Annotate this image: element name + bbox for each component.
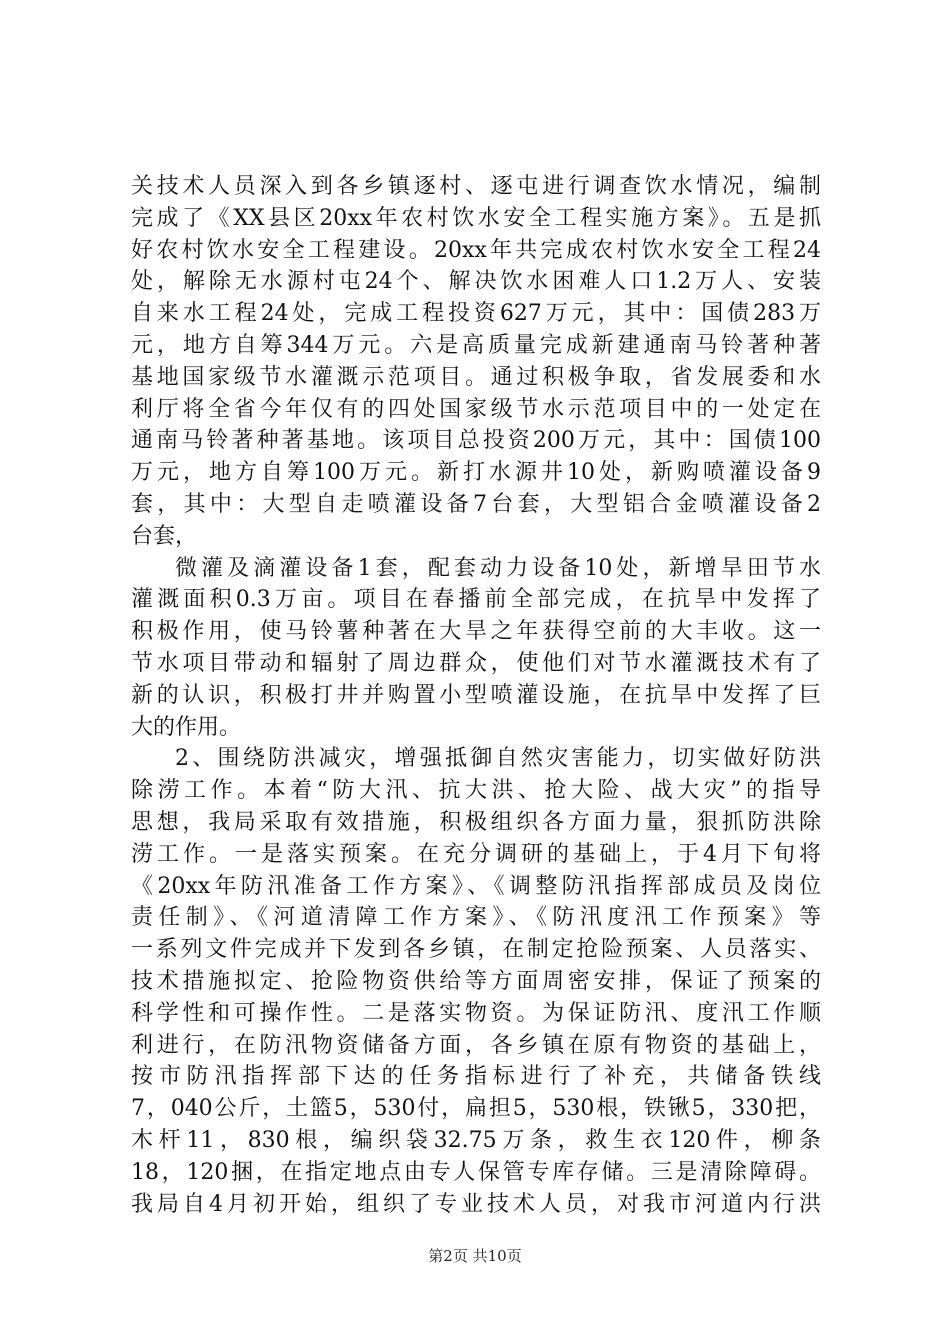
- paragraph-3: [131, 743, 821, 1220]
- text-line: 通南马铃著种著基地。该项目总投资200万元，其中：国债100: [131, 428, 821, 454]
- text-line: 大的作用。: [131, 714, 242, 740]
- text-line: 涝工作。一是落实预案。在充分调研的基础上，于4月下旬将: [131, 841, 821, 867]
- text-line: 套，其中：大型自走喷灌设备7台套，大型铝合金喷灌设备2: [131, 491, 821, 517]
- text-line: 科学性和可操作性。二是落实物资。为保证防汛、度汛工作顺: [131, 1000, 821, 1026]
- paragraph-1: [131, 171, 821, 553]
- text-line: 7，040公斤，土篮5，530付，扁担5，530根，铁锹5，330把，: [131, 1096, 821, 1122]
- text-line: 完成了《XX县区20xx年农村饮水安全工程实施方案》。五是抓: [131, 205, 821, 231]
- text-line: 万元，地方自筹100万元。新打水源井10处，新购喷灌设备9: [131, 460, 821, 486]
- text-line: 一系列文件完成并下发到各乡镇，在制定抢险预案、人员落实、: [131, 937, 821, 963]
- text-line: 好农村饮水安全工程建设。20xx年共完成农村饮水安全工程24: [131, 237, 821, 263]
- text-line: 我局自4月初开始，组织了专业技术人员，对我市河道内行洪: [131, 1191, 821, 1217]
- text-line: 按市防汛指挥部下达的任务指标进行了补充，共储备铁线: [131, 1064, 821, 1090]
- text-line: 技术措施拟定、抢险物资供给等方面周密安排，保证了预案的: [131, 968, 821, 994]
- text-line: 新的认识，积极打井并购置小型喷灌设施，在抗旱中发挥了巨: [131, 682, 821, 708]
- paragraph-2: [131, 553, 821, 744]
- text-line: 微灌及滴灌设备1套，配套动力设备10处，新增旱田节水: [175, 555, 821, 581]
- text-line: 灌溉面积0.3万亩。项目在春播前全部完成，在抗旱中发挥了: [131, 587, 821, 613]
- text-line: 《20xx年防汛准备工作方案》、《调整防汛指挥部成员及岗位: [131, 873, 821, 899]
- page-number-footer: 第2页 共10页: [428, 1247, 522, 1265]
- text-line: 台套，: [131, 523, 198, 549]
- text-line: 积极作用，使马铃薯种著在大旱之年获得空前的大丰收。这一: [131, 619, 821, 645]
- text-line: 节水项目带动和辐射了周边群众，使他们对节水灌溉技术有了: [131, 650, 821, 676]
- text-line: 木杆11，830根，编织袋32.75万条，救生衣120件，柳条: [131, 1127, 821, 1153]
- text-line: 除涝工作。本着“防大汛、抗大洪、抢大险、战大灾”的指导: [131, 778, 821, 804]
- text-line: 利进行，在防汛物资储备方面，各乡镇在原有物资的基础上，: [131, 1032, 821, 1058]
- document-body: [131, 171, 821, 1220]
- text-line: 思想，我局采取有效措施，积极组织各方面力量，狠抓防洪除: [131, 809, 821, 835]
- text-line: 责任制》、《河道清障工作方案》、《防汛度汛工作预案》等: [131, 905, 821, 931]
- text-line: 元，地方自筹344万元。六是高质量完成新建通南马铃著种著: [131, 332, 821, 358]
- text-line: 利厅将全省今年仅有的四处国家级节水示范项目中的一处定在: [131, 396, 821, 422]
- text-line: 18，120捆，在指定地点由专人保管专库存储。三是清除障碍。: [131, 1159, 821, 1185]
- text-line: 2、围绕防洪减灾，增强抵御自然灾害能力，切实做好防洪: [175, 746, 821, 772]
- text-line: 自来水工程24处，完成工程投资627万元，其中：国债283万: [131, 301, 821, 327]
- text-line: 关技术人员深入到各乡镇逐村、逐屯进行调查饮水情况，编制: [131, 174, 821, 199]
- text-line: 基地国家级节水灌溉示范项目。通过积极争取，省发展委和水: [131, 364, 821, 390]
- text-line: 处，解除无水源村屯24个、解决饮水困难人口1.2万人、安装: [131, 269, 821, 295]
